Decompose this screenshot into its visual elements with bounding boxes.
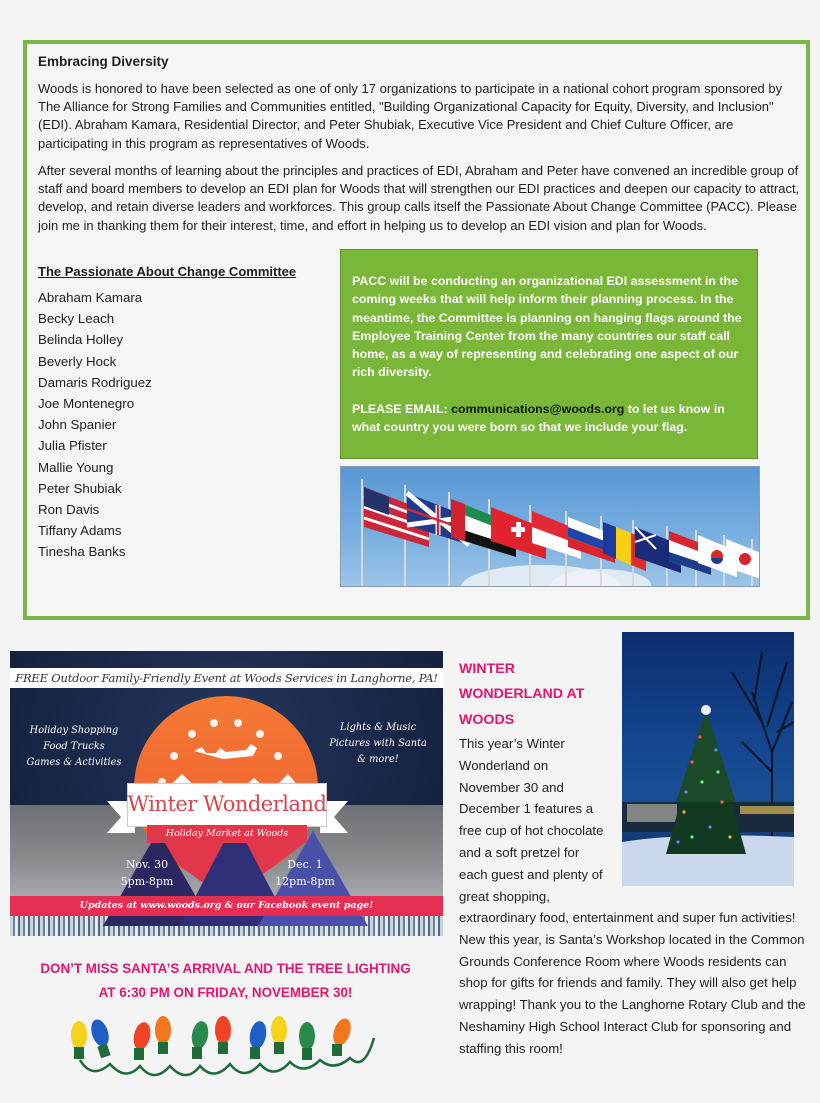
date-dec-1: Dec. 1 12pm-8pm: [275, 858, 335, 888]
christmas-lights-string: [66, 1010, 376, 1080]
date-nov-30: Nov. 30 5pm-8pm: [120, 858, 174, 888]
section-title: Embracing Diversity: [38, 54, 169, 69]
committee-member: Joe Montenegro: [38, 396, 135, 412]
email-request: [352, 400, 747, 437]
email-link[interactable]: communications@woods.org: [451, 401, 625, 416]
lit-tree-illustration: [622, 632, 794, 886]
poster-title: Winter Wonderland: [127, 792, 327, 816]
committee-member: Mallie Young: [38, 459, 114, 475]
committee-member: Belinda Holley: [38, 332, 124, 348]
committee-member: Tinesha Banks: [38, 544, 126, 560]
committee-member: Beverly Hock: [38, 353, 117, 369]
email-prefix: PLEASE EMAIL:: [352, 401, 452, 416]
embracing-diversity-panel: [23, 40, 810, 620]
santa-arrival-callout: DON’T MISS SANTA’S ARRIVAL AND THE TREE LIGHTING AT 6:30 PM ON FRIDAY, NOVEMBER 30!: [40, 961, 411, 1000]
committee-member: Becky Leach: [38, 311, 115, 327]
article-body-narrow: This year’s Winter Wonderland on November 30 and December 1 features a free cup of hot chocolate and a soft pretzel for each guest and plenty of great shopping,: [459, 736, 604, 904]
committee-title: The Passionate About Change Committee: [38, 264, 297, 279]
committee-members: [38, 287, 338, 563]
committee-member: Julia Pfister: [38, 438, 107, 454]
intro-paragraph: Woods is honored to have been selected as one of only 17 organizations to participate in a national cohort program sponsored by The Alliance for Strong Families and Communities entitled, "Building Organizational Capacity for Equity, Diversity, and Inclusion" (EDI). Abraham Kamara, Residential Director, and Peter Shubiak, Executive Vice President and Chief Culture Officer, are participating in this program as representatives of Woods.: [38, 81, 783, 151]
international-flags-photo: [340, 466, 760, 587]
committee-member: Damaris Rodriguez: [38, 374, 152, 390]
pacc-callout-text: PACC will be conducting an organizational EDI assessment in the coming weeks that will help inform their planning process. In the meantime, the Committee is planning on hanging flags around the Employee Training Center from the many countries our staff call home, as a way of representing and celebrating one aspect of our rich diversity.: [352, 274, 742, 380]
poster-subtitle: Holiday Market at Woods: [147, 825, 307, 843]
committee-member: Ron Davis: [38, 502, 100, 518]
pacc-callout-box: [340, 249, 758, 459]
article-body-wide: extraordinary food, entertainment and super fun activities! New this year, is Santa’s Workshop located in the Common Grounds Conference Room where Woods residents can shop for gifts for friends and family. They will also get help wrapping! Thank you to the Langhorne Rotary Club and the Neshaminy High School Interact Club for sponsoring and staffing this room!: [459, 910, 806, 1056]
email-suffix: to let us know in what country you were born so that we include your flag.: [352, 401, 725, 435]
christmas-tree-photo: [622, 632, 794, 886]
poster-left-features: Holiday Shopping Food Trucks Games & Activities: [26, 725, 122, 768]
committee-member: Tiffany Adams: [38, 523, 122, 539]
committee-member: Peter Shubiak: [38, 480, 122, 496]
poster-top-banner: FREE Outdoor Family-Friendly Event at Woods Services in Langhorne, PA!: [10, 668, 443, 688]
poster-right-features: Lights & Music Pictures with Santa & more!: [329, 722, 427, 765]
committee-list-block: [38, 264, 338, 563]
article-title: WINTER WONDERLAND AT WOODS: [459, 661, 585, 728]
pacc-paragraph: After several months of learning about the principles and practices of EDI, Abraham and Peter have convened an incredible group of staff and board members to develop an EDI plan for Woods that will strengthen our EDI practices and deepen our capacity to attract, develop, and retain diverse leaders and workforces. This group calls itself the Passionate About Change Committee (PACC). Please join me in thanking them for their interest, time, and effort in helping us to develop an EDI vision and plan for Woods.: [38, 163, 800, 233]
poster-bottom-banner: Updates at www.woods.org & our Facebook event page!: [10, 896, 443, 916]
christmas-lights-icon: [66, 1010, 376, 1080]
committee-member: John Spanier: [38, 417, 117, 433]
flags-illustration: [341, 467, 760, 587]
committee-member: Abraham Kamara: [38, 290, 143, 305]
winter-wonderland-poster: [10, 651, 443, 936]
